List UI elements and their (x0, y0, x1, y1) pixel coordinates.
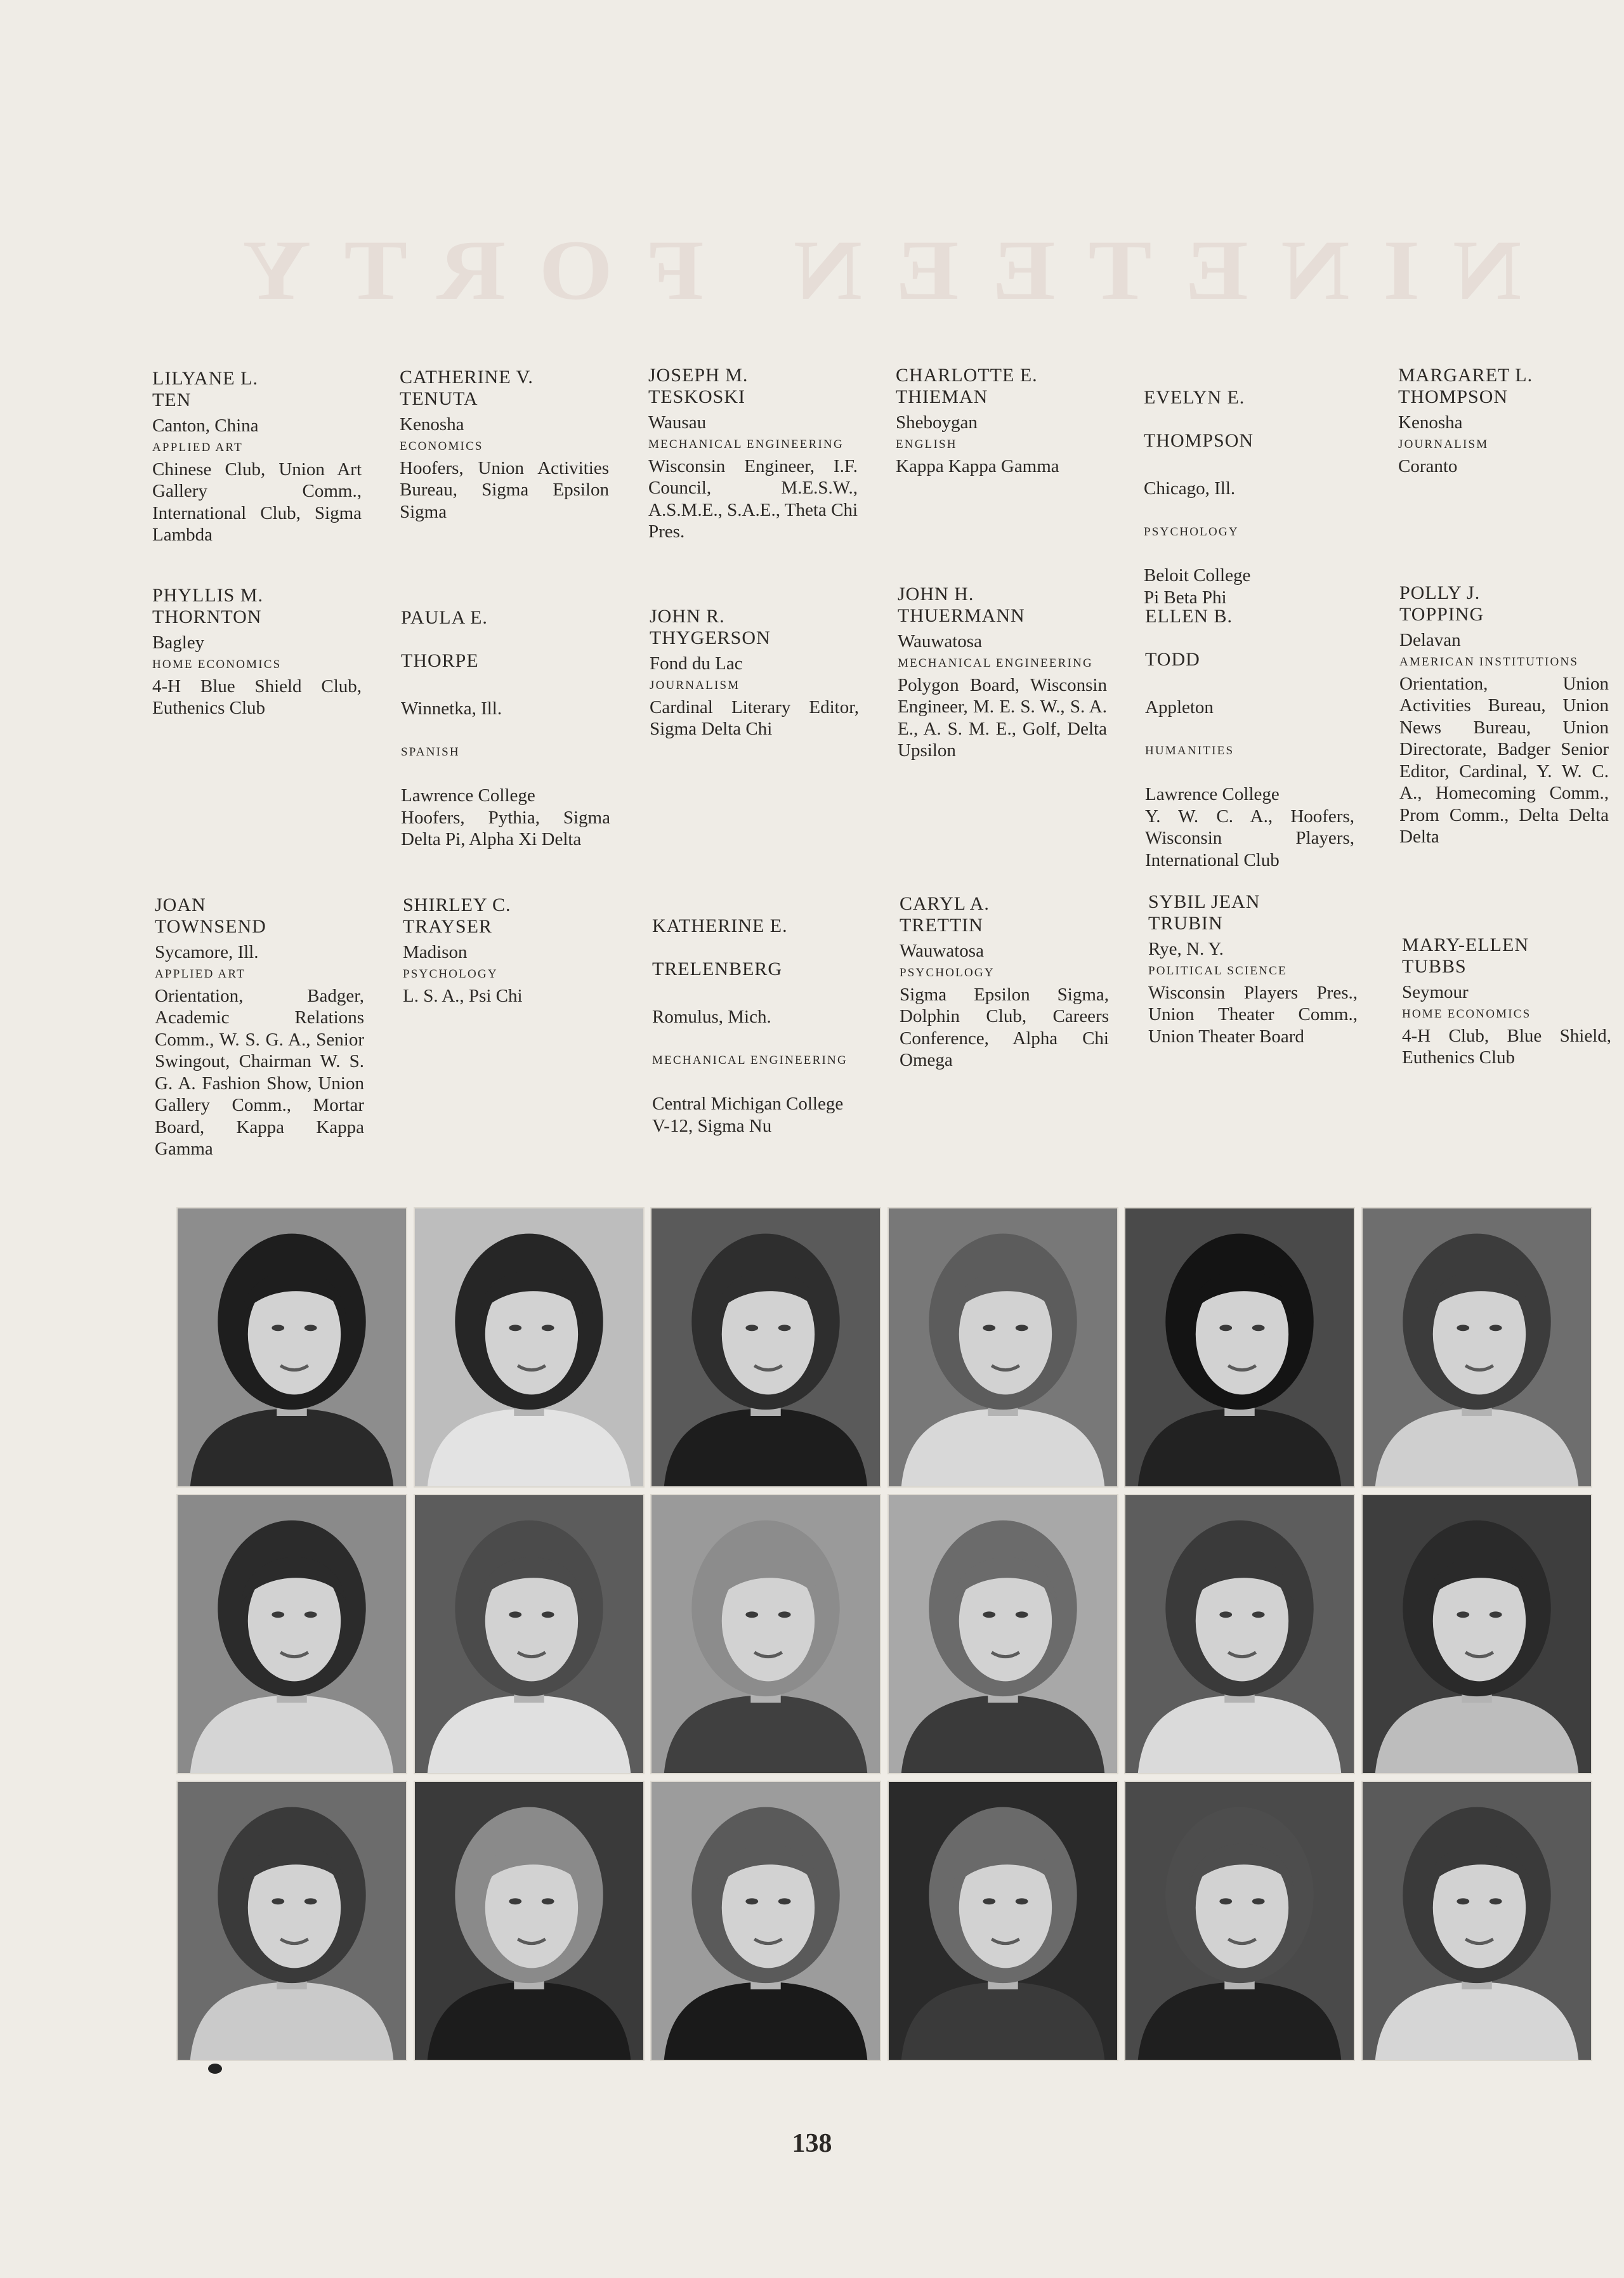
student-first-name: CARYL A. (900, 893, 990, 914)
student-last-name: THUERMANN (898, 605, 1025, 626)
student-last-name: TOWNSEND (155, 916, 266, 937)
student-hometown: Bagley (152, 632, 205, 653)
student-portrait (1124, 1781, 1355, 2061)
student-major: APPLIED ART (155, 967, 246, 981)
student-activities: Kappa Kappa Gamma (896, 455, 1059, 476)
student-last-name: TESKOSKI (648, 386, 746, 407)
portrait-image (1125, 1208, 1354, 1486)
portrait-image (652, 1782, 880, 2060)
student-major: PSYCHOLOGY (900, 966, 995, 979)
student-last-name: TRAYSER (403, 916, 492, 937)
student-entry (400, 367, 609, 523)
student-major: ECONOMICS (400, 439, 483, 453)
student-activities: Wisconsin Players Pres., Union Theater Comm., Union Theater Board (1148, 982, 1358, 1047)
student-hometown: Kenosha (400, 414, 464, 435)
student-activities: L. S. A., Psi Chi (403, 985, 523, 1006)
student-hometown: Wausau (648, 412, 707, 433)
student-last-name: TRETTIN (900, 915, 983, 936)
student-activities: Cardinal Literary Editor, Sigma Delta Chi (650, 697, 859, 739)
student-portrait (650, 1494, 881, 1774)
student-activities: Lawrence College Hoofers, Pythia, Sigma Delta Pi, Alpha Xi Delta (401, 785, 610, 849)
student-entry (1148, 891, 1358, 1047)
student-major: SPANISH (401, 745, 460, 759)
portrait-image (652, 1208, 880, 1486)
student-activities: Lawrence College Y. W. C. A., Hoofers, Wisconsin Players, International Club (1145, 784, 1354, 870)
student-portrait (414, 1781, 645, 2061)
student-portrait (1124, 1494, 1355, 1774)
student-hometown: Sycamore, Ill. (155, 942, 259, 962)
student-entry (648, 365, 858, 543)
bleed-through-heading: NINETEEN FORTY (209, 223, 1522, 318)
student-activities: Coranto (1398, 455, 1458, 476)
student-activities: 4-H Club, Blue Shield, Euthenics Club (1402, 1025, 1611, 1068)
student-hometown: Appleton (1145, 697, 1214, 717)
portrait-image (178, 1495, 406, 1773)
student-activities: Hoofers, Union Activities Bureau, Sigma Epsilon Sigma (400, 457, 609, 522)
student-activities: Orientation, Badger, Academic Relations Comm., W. S. G. A., Senior Swingout, Chairman W. S. G. A. Fashion Show, Union Gallery Comm., Mortar Board, Kappa Kappa Gamma (155, 985, 364, 1159)
student-entry (898, 584, 1107, 762)
student-first-name: JOSEPH M. (648, 365, 749, 386)
student-last-name: THIEMAN (896, 386, 988, 407)
student-entry (152, 585, 362, 719)
student-hometown: Wauwatosa (900, 941, 984, 961)
student-first-name: SHIRLEY C. (403, 894, 511, 915)
print-speck (208, 2064, 222, 2074)
student-hometown: Fond du Lac (650, 653, 743, 674)
student-last-name: TRELENBERG (652, 959, 782, 979)
student-portrait (1361, 1207, 1592, 1488)
student-last-name: TODD (1145, 649, 1200, 670)
student-hometown: Kenosha (1398, 412, 1463, 433)
student-entry (403, 894, 612, 1007)
student-last-name: TENUTA (400, 388, 478, 409)
student-activities: Orientation, Union Activities Bureau, Union News Bureau, Union Directorate, Badger Senior Editor, Cardinal, Y. W. C. A., Homecoming Comm., Prom Comm., Delta Delta Delta (1399, 673, 1609, 847)
student-major: JOURNALISM (650, 678, 740, 692)
student-portrait (887, 1781, 1118, 2061)
student-last-name: THORNTON (152, 606, 262, 627)
portrait-image (415, 1782, 643, 2060)
portrait-image (415, 1208, 643, 1486)
student-hometown: Madison (403, 942, 468, 962)
student-major: PSYCHOLOGY (403, 967, 498, 981)
student-first-name: JOHN R. (650, 606, 725, 627)
student-major: JOURNALISM (1398, 437, 1489, 451)
student-first-name: POLLY J. (1399, 582, 1481, 603)
student-first-name: CATHERINE V. (400, 367, 534, 388)
student-activities: Central Michigan College V-12, Sigma Nu (652, 1094, 844, 1136)
student-major: HUMANITIES (1145, 743, 1234, 757)
student-first-name: ELLEN B. (1145, 605, 1233, 627)
portrait-image (1125, 1495, 1354, 1773)
student-last-name: TUBBS (1402, 956, 1467, 977)
student-portrait (887, 1494, 1118, 1774)
student-first-name: JOAN (155, 894, 206, 915)
student-entry (401, 585, 610, 872)
student-major: HOME ECONOMICS (152, 657, 282, 671)
student-portrait (176, 1494, 407, 1774)
student-first-name: PAULA E. (401, 606, 488, 628)
student-first-name: EVELYN E. (1144, 386, 1245, 408)
student-first-name: PHYLLIS M. (152, 585, 264, 606)
portrait-image (889, 1495, 1117, 1773)
student-activities: Polygon Board, Wisconsin Engineer, M. E. S. W., S. A. E., A. S. M. E., Golf, Delta Upsilon (898, 674, 1107, 761)
student-entry (1398, 365, 1608, 477)
student-hometown: Winnetka, Ill. (401, 698, 502, 719)
student-last-name: THORPE (401, 650, 479, 671)
student-entry (652, 893, 861, 1159)
student-portrait (887, 1207, 1118, 1488)
student-major: APPLIED ART (152, 440, 243, 454)
student-major: MECHANICAL ENGINEERING (898, 656, 1093, 670)
student-activities: Sigma Epsilon Sigma, Dolphin Club, Careers Conference, Alpha Chi Omega (900, 984, 1109, 1070)
portrait-image (889, 1208, 1117, 1486)
student-first-name: SYBIL JEAN (1148, 891, 1261, 912)
student-portrait (1361, 1494, 1592, 1774)
student-hometown: Chicago, Ill. (1144, 478, 1236, 499)
student-hometown: Sheboygan (896, 412, 978, 433)
student-portrait (650, 1781, 881, 2061)
student-first-name: MARY-ELLEN (1402, 934, 1529, 955)
student-portrait (414, 1207, 645, 1488)
student-last-name: TOPPING (1399, 604, 1484, 625)
student-major: HOME ECONOMICS (1402, 1007, 1531, 1021)
portrait-image (178, 1782, 406, 2060)
student-hometown: Rye, N. Y. (1148, 939, 1224, 959)
student-major: ENGLISH (896, 437, 957, 451)
page-heading-wrap (178, 216, 1624, 343)
student-portrait (414, 1494, 645, 1774)
student-entry (155, 894, 364, 1160)
student-major: MECHANICAL ENGINEERING (648, 437, 844, 451)
student-major: PSYCHOLOGY (1144, 525, 1239, 539)
student-entry (152, 368, 362, 546)
page-number: 138 (792, 2129, 832, 2158)
student-entry (1402, 934, 1611, 1069)
student-entry (900, 893, 1109, 1071)
portrait-image (178, 1208, 406, 1486)
student-activities: Beloit College Pi Beta Phi (1144, 565, 1251, 608)
student-activities: Chinese Club, Union Art Gallery Comm., International Club, Sigma Lambda (152, 459, 362, 545)
student-first-name: KATHERINE E. (652, 915, 788, 936)
portrait-image (889, 1782, 1117, 2060)
student-last-name: THOMPSON (1398, 386, 1509, 407)
student-portrait (650, 1207, 881, 1488)
student-major: MECHANICAL ENGINEERING (652, 1053, 848, 1067)
student-first-name: MARGARET L. (1398, 365, 1533, 386)
student-portrait (1361, 1781, 1592, 2061)
student-first-name: CHARLOTTE E. (896, 365, 1038, 386)
student-last-name: THOMPSON (1144, 430, 1254, 451)
student-entry (896, 365, 1124, 477)
student-hometown: Canton, China (152, 416, 259, 436)
student-major: POLITICAL SCIENCE (1148, 964, 1287, 978)
student-first-name: LILYANE L. (152, 368, 258, 389)
portrait-image (1363, 1782, 1591, 2060)
portrait-image (1363, 1208, 1591, 1486)
student-entry (1399, 582, 1609, 848)
portrait-image (415, 1495, 643, 1773)
student-first-name: JOHN H. (898, 584, 974, 605)
student-entry (1145, 584, 1354, 893)
student-hometown: Delavan (1399, 630, 1461, 650)
student-last-name: TRUBIN (1148, 913, 1223, 934)
student-portrait (176, 1781, 407, 2061)
portrait-image (1125, 1782, 1354, 2060)
student-last-name: TEN (152, 389, 192, 410)
portrait-image (652, 1495, 880, 1773)
portrait-grid (176, 1207, 1592, 2064)
student-last-name: THYGERSON (650, 627, 771, 648)
student-hometown: Wauwatosa (898, 631, 982, 651)
student-hometown: Romulus, Mich. (652, 1006, 771, 1027)
student-activities: Wisconsin Engineer, I.F. Council, M.E.S.W., A.S.M.E., S.A.E., Theta Chi Pres. (648, 455, 858, 542)
portrait-image (1363, 1495, 1591, 1773)
student-activities: 4-H Blue Shield Club, Euthenics Club (152, 676, 362, 718)
student-major: AMERICAN INSTITUTIONS (1399, 655, 1579, 669)
student-portrait (1124, 1207, 1355, 1488)
student-hometown: Seymour (1402, 982, 1469, 1002)
student-entry (650, 606, 859, 740)
student-portrait (176, 1207, 407, 1488)
